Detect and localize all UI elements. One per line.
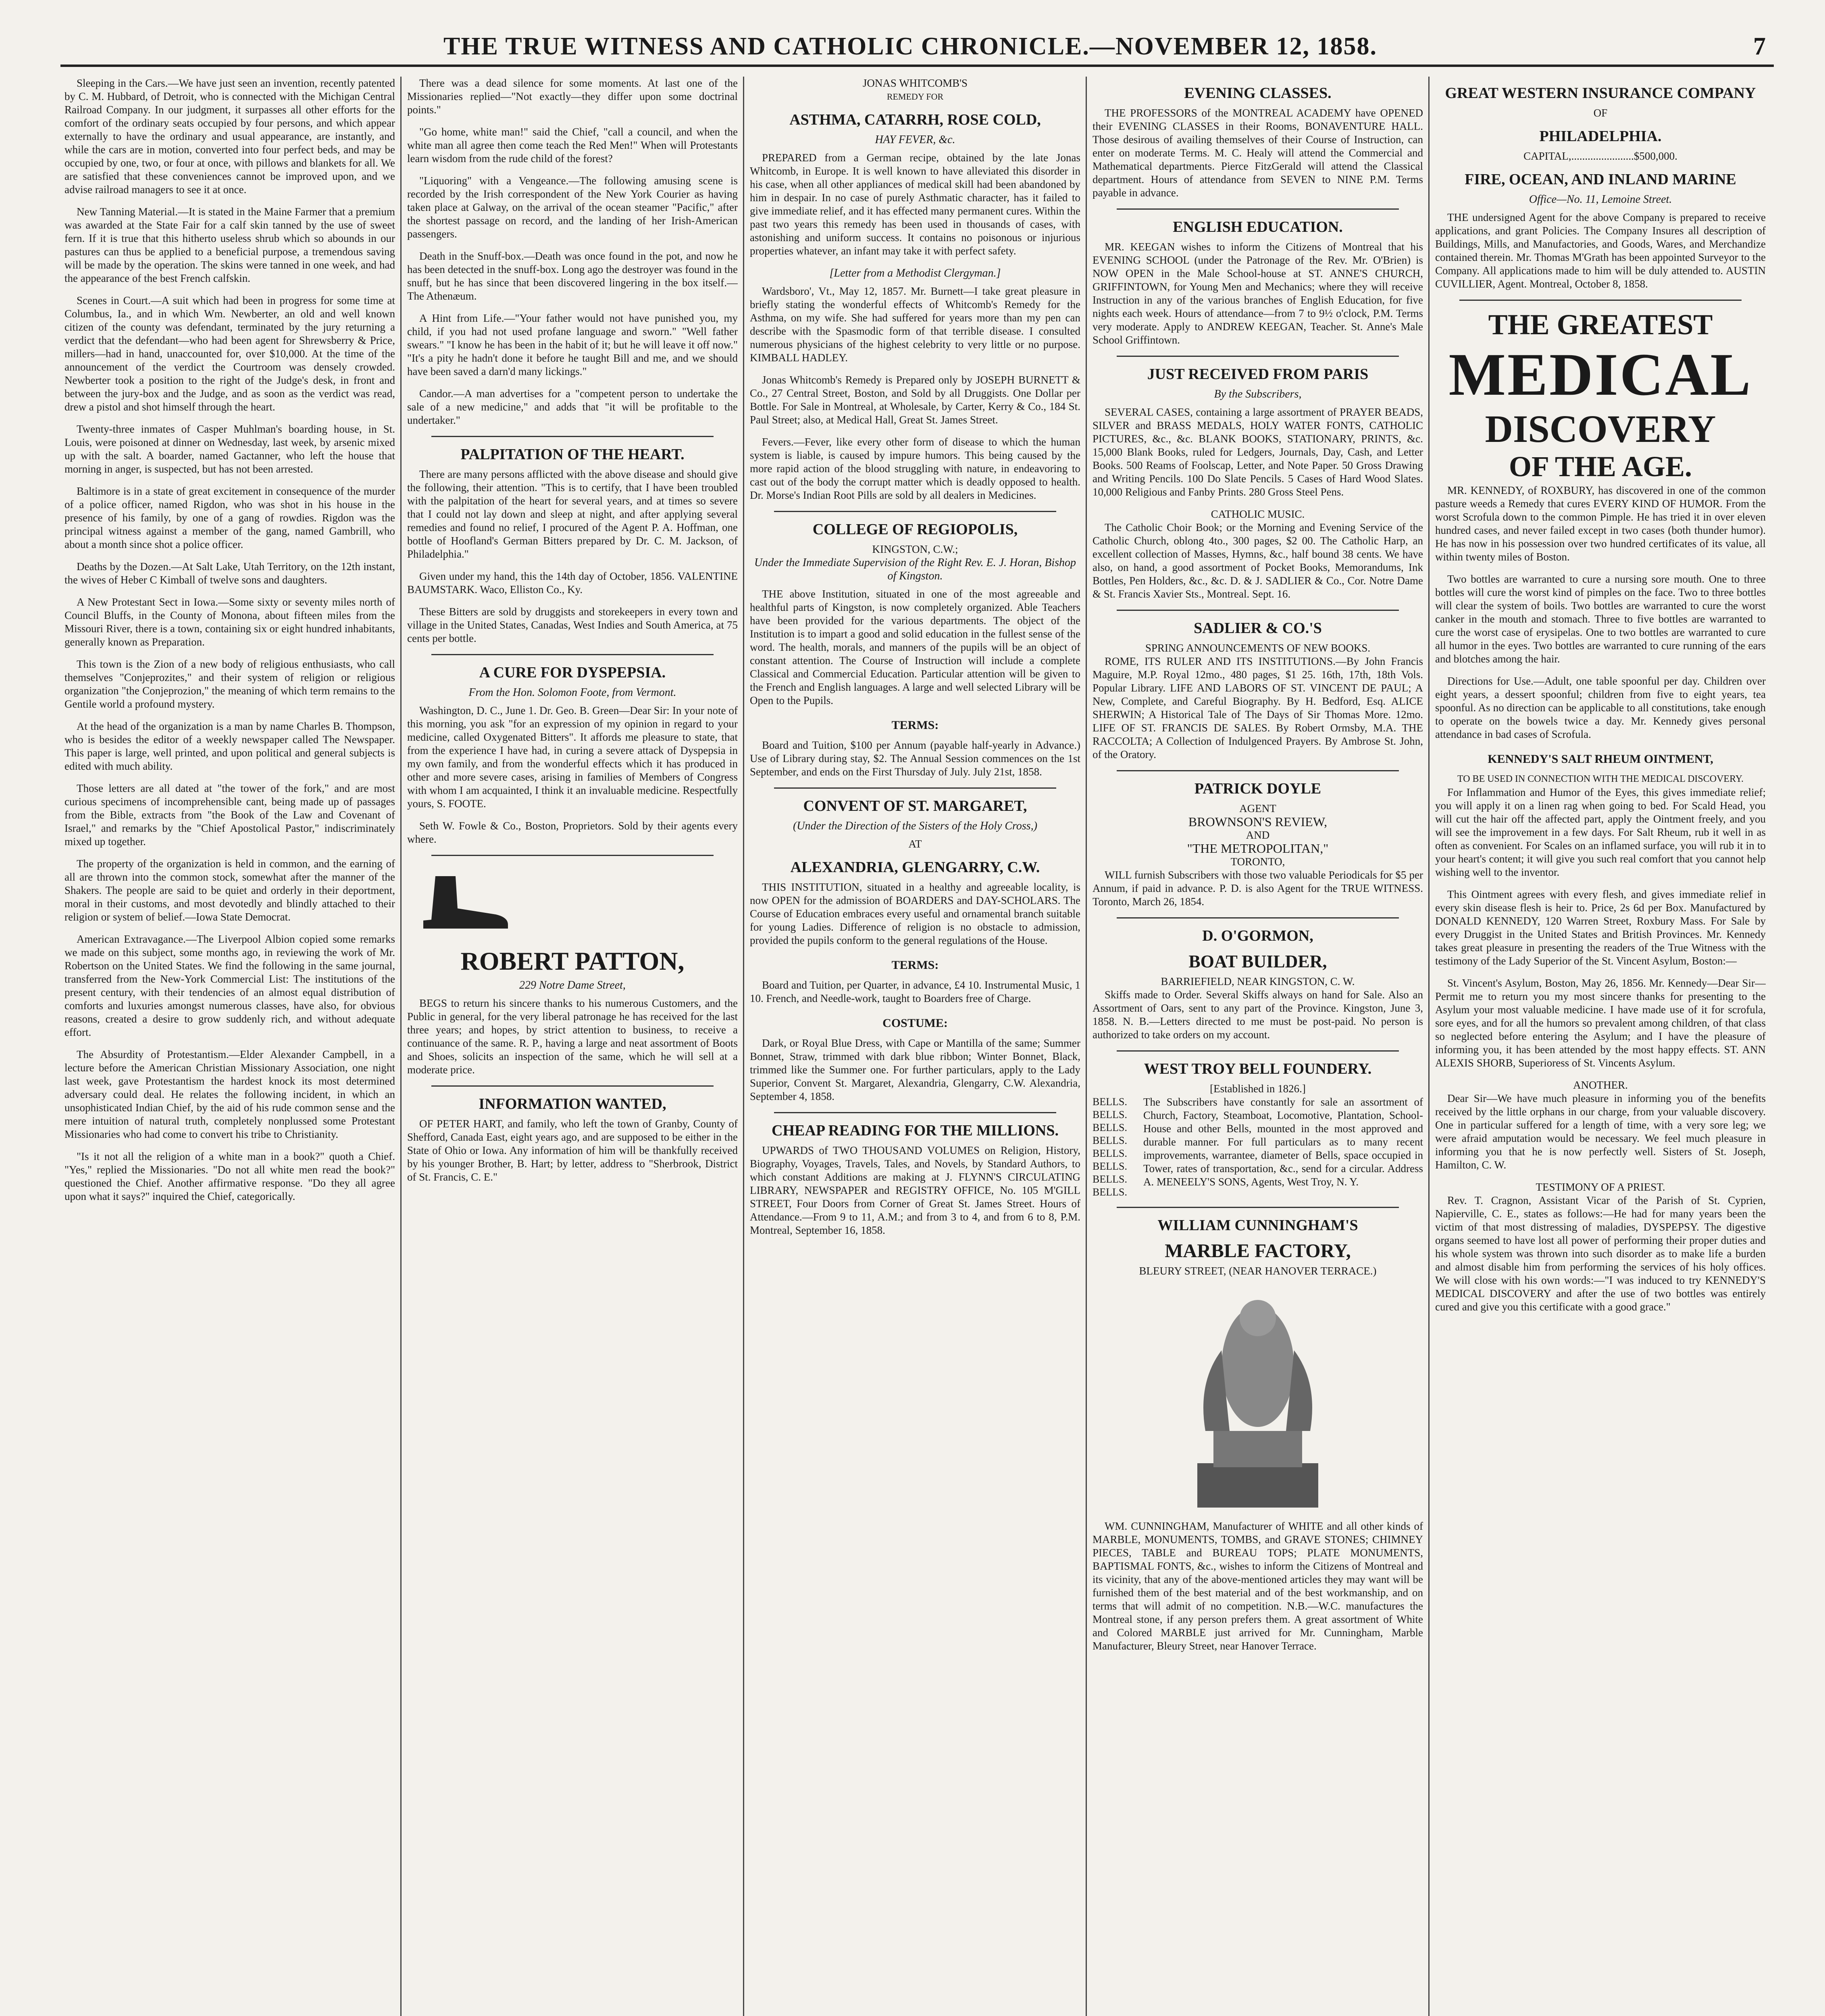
ad-heading-asthma: ASTHMA, CATARRH, ROSE COLD, xyxy=(789,111,1041,128)
bells-block xyxy=(1093,1095,1423,1199)
column-5 xyxy=(1435,77,1766,2016)
ad-text: SEVERAL CASES, containing a large assortment of PRAYER BEADS, SILVER and BRASS MEDALS, HOLY WATER FONTS, CATHOLIC PICTURES, &c., &c. BLANK BOOKS, STATIONARY, PRINTS, &c. 15,000 Blank Books, ruled for Ledgers, Journals, Day, Cash, and Letter Books. 500 Reams of Foolscap, Letter, and Note Paper. 50 Gross Drawing and Writing Pencils. 100 Do Slate Pencils. 5 Cases of Hard Wood Slates. 10,000 Religious and Fanby Prints. 280 Gross Steel Pens. xyxy=(1093,406,1423,498)
ad-subheading: (Under the Direction of the Sisters of the Holy Cross,) xyxy=(793,820,1038,832)
ad-heading-evening-classes: EVENING CLASSES. xyxy=(1184,85,1332,102)
ad-text: The Subscribers have constantly for sale an assortment of Church, Factory, Steamboat, Locomotive, Plantation, School-House and other Bells, mounted in the most approved and durable manner. For full particulars as to many recent improvements, warrantee, diameter of Bells, space occupied in Tower, rates of transportation, &c., send for a circular. Address A. MENEELY'S SONS, Agents, West Troy, N. Y. xyxy=(1143,1096,1423,1188)
article-hint: A Hint from Life.—"Your father would not have punished you, my child, if you had not used profane language and sworn." "Well father swears." "I know he has been in the habit of it; but he will leave it off now." "It's a pity he hadn't done it before he taught Bill and me, and we should have been saved a darn'd many lickings." xyxy=(407,312,738,377)
ad-terms-heading: TERMS: xyxy=(891,958,939,972)
boot-icon xyxy=(407,872,512,933)
article-new-sect: A New Protestant Sect in Iowa.—Some sixty or seventy miles north of Council Bluffs, in the County of Monona, about fifteen miles from the Missouri River, there is a town, containing six or eight hundred inhabitants, generally known as Preparation. xyxy=(65,596,395,648)
ad-text: Board and Tuition, per Quarter, in advance, £4 10. Instrumental Music, 1 10. French, and Needle-work, taught to Boarders free of Charge. xyxy=(750,979,1080,1004)
ad-heading-regiopolis: COLLEGE OF REGIOPOLIS, xyxy=(812,521,1018,538)
ad-subheading: AT xyxy=(908,838,922,850)
ad-subheading: AND xyxy=(1246,829,1270,841)
ad-subheading: [Established in 1826.] xyxy=(1210,1083,1306,1095)
ad-heading-information: INFORMATION WANTED, xyxy=(479,1095,666,1112)
ad-heading-paris: JUST RECEIVED FROM PARIS xyxy=(1147,366,1369,383)
divider xyxy=(774,511,1056,512)
ad-text: Washington, D. C., June 1. Dr. Geo. B. Green—Dear Sir: In your note of this morning, you ask "for an expression of my opinion in regard to your medicine, called Oxygenated Bitters". It affords me pleasure to state, that from the experience I have had, in curing a severe attack of Dyspepsia in my own family, and from the wonderful effects which it has produced in other and more severe cases, arising in families of Members of Congress with whom I am acquainted, I think it an invaluable medicine. Respectfully yours, S. FOOTE. xyxy=(407,704,738,810)
article-extravagance: American Extravagance.—The Liverpool Albion copied some remarks we made on this subject, some months ago, in reviewing the work of Mr. Robertson on the United States. We find the following in the same journal, transferred from the New-York Commercial List: The institutions of the present century, with their tendencies of an almost equal distribution of comforts and luxuries amongst numerous classes, have also, for obvious reasons, created a desire to grow suddenly rich, and without adequate effort. xyxy=(65,933,395,1038)
ad-subheading: AGENT xyxy=(1239,802,1276,814)
ad-heading-bell-foundery: WEST TROY BELL FOUNDERY. xyxy=(1144,1060,1372,1077)
ad-subheading: SPRING ANNOUNCEMENTS OF NEW BOOKS. xyxy=(1145,642,1371,654)
column-rule xyxy=(1086,77,1087,2016)
ad-heading-convent: CONVENT OF ST. MARGARET, xyxy=(803,798,1027,814)
ad-text: St. Vincent's Asylum, Boston, May 26, 1856. Mr. Kennedy—Dear Sir—Permit me to return you my most sincere thanks for presenting to the Asylum your most valuable medicine. I have made use of it for scrofula, sore eyes, and for all the humors so prevalent among children, of that class so neglected before entering the Asylum; and I have the pleasure of informing you, it has been attended by the most happy effects. ST. ANN ALEXIS SHORB, Superioress of St. Vincents Asylum. xyxy=(1435,977,1766,1069)
ad-subheading: CATHOLIC MUSIC. xyxy=(1211,508,1305,520)
ad-costume-heading: COSTUME: xyxy=(882,1016,948,1030)
divider xyxy=(1459,300,1742,301)
ad-subheading: BARRIEFIELD, NEAR KINGSTON, C. W. xyxy=(1161,975,1355,987)
ad-text: OF PETER HART, and family, who left the town of Granby, County of Shefford, Canada East, eight years ago, and are supposed to be either in the State of Ohio or Iowa. Any information of him will be thankfully received by his younger Brother, B. Hart; by letter, address to "Sherbrook, District of St. Francis, C. E." xyxy=(407,1118,738,1183)
ad-subheading: KINGSTON, C.W.; xyxy=(872,543,958,555)
bells-label: BELLS. xyxy=(1093,1122,1127,1133)
article-snuff-box: Death in the Snuff-box.—Death was once found in the pot, and now he has been detected in the snuff-box. Long ago the destroyer was found in the snuff, but he has since that been discovered lingering in the box itself.—The Athenæum. xyxy=(407,250,738,302)
ad-text: For Inflammation and Humor of the Eyes, this gives immediate relief; you will apply it on a linen rag when going to bed. For Scald Head, you will cut the hair off the affected part, apply the Ointment freely, and you will see the improvement in a few days. For Salt Rheum, rub it well in as often as convenient. For Scales on an inflamed surface, you will rub it in to your heart's content; it will give you such real comfort that you cannot help wishing well to the inventor. xyxy=(1435,786,1766,878)
ad-heading-boat-builder: BOAT BUILDER, xyxy=(1188,952,1327,971)
article-tanning: New Tanning Material.—It is stated in the Maine Farmer that a premium was awarded at the State Fair for a calf skin tanned by the use of sweet fern. If it is true that this hitherto useless shrub which so abounds in our pastures can thus be applied to a beneficial purpose, a tremendous saving will be made by the operation. The skins were tanned in one week, and had the appearance of the best French calfskin. xyxy=(65,206,395,284)
ad-text: Wardsboro', Vt., May 12, 1857. Mr. Burnett—I take great pleasure in briefly stating the wonderful effects of Whitcomb's Remedy for the Asthma, on my wife. She had suffered for years more than my pen can describe with the Spasmodic form of that terrible disease. I consulted numerous physicians of the highest celebrity to very little or no purpose. KIMBALL HADLEY. xyxy=(750,285,1080,364)
ad-heading-reading: CHEAP READING FOR THE MILLIONS. xyxy=(772,1122,1059,1139)
ad-text: Two bottles are warranted to cure a nursing sore mouth. One to three bottles will cure the worst kind of pimples on the face. Two to three bottles will clear the system of boils. Two bottles are warranted to cure the worst canker in the mouth and stomach. Three to five bottles are warranted to cure the worst case of erysipelas. One to two bottles are warranted to cure all humor in the eyes. Two bottles are warranted to cure running of the ears and blotches among the hair. xyxy=(1435,573,1766,665)
ad-text: These Bitters are sold by druggists and storekeepers in every town and village in the United States, Canadas, West Indies and South America, at 75 cents per bottle. xyxy=(407,606,738,644)
ad-subheading: TO BE USED IN CONNECTION WITH THE MEDICAL DISCOVERY. xyxy=(1457,774,1744,784)
column-rule xyxy=(400,77,402,2016)
ad-subheading: OF xyxy=(1593,107,1608,119)
divider xyxy=(1117,1207,1399,1208)
article-paragraph: "Go home, white man!" said the Chief, "call a council, and when the white man all agree then come teach the Red Men!" When will Protestants learn wisdom from the rude child of the forest? xyxy=(407,126,738,165)
column-rule xyxy=(1428,77,1430,2016)
newspaper-title: THE TRUE WITNESS AND CATHOLIC CHRONICLE.—NOVEMBER 12, 1858. xyxy=(443,33,1377,60)
article-new-sect-4: Those letters are all dated at "the tower of the fork," and are most curious specimens of incomprehensible cant, being made up of passages from the Bible, extracts from "the Book of the Law and Covenant of Israel," and remarks by the "Chief Apostolical Pastor," indiscriminately mixed up together. xyxy=(65,782,395,848)
ad-heading-dyspepsia: A CURE FOR DYSPEPSIA. xyxy=(479,664,666,681)
ad-text: THE undersigned Agent for the above Company is prepared to receive applications, and grant Policies. The Company Insures all description of Buildings, Mills, and Manufactories, and Goods, Wares, and Merchandize contained therein. Mr. Thomas M'Grath has been appointed Surveyor to the Company. All applications made to him will be duly attended to. AUSTIN CUVILLIER, Agent. Montreal, October 8, 1858. xyxy=(1435,211,1766,290)
ad-heading-patton: ROBERT PATTON, xyxy=(460,947,685,975)
article-new-sect-2: This town is the Zion of a new body of religious enthusiasts, who call themselves "Conjeprozites," and their system of religion or religious organization "the Conjeprozion," the meaning of which term remains to the Gentile world a profound mystery. xyxy=(65,658,395,710)
divider xyxy=(1117,356,1399,357)
article-paragraph: There was a dead silence for some moments. At last one of the Missionaries replied—"Not exactly—they differ upon some doctrinal points." xyxy=(407,77,738,116)
monument-illustration xyxy=(1173,1286,1342,1512)
ad-remedy-label: REMEDY FOR xyxy=(886,92,944,102)
ad-heading-ointment: KENNEDY'S SALT RHEUM OINTMENT, xyxy=(1488,752,1713,766)
ad-text: MR. KEEGAN wishes to inform the Citizens of Montreal that his EVENING SCHOOL (under the Patronage of the Rev. Mr. O'Brien) is NOW OPEN in the Male School-house at ST. ANNE'S CHURCH, GRIFFINTOWN, for Young Men and Mechanics; where they will receive Instruction in any of the various branches of English Education, for five nights each week. Hours of attendance—from 7 to 9½ o'clock, P.M. Terms very moderate. Apply to ANDREW KEEGAN, Teacher. St. Anne's Male School Griffintown. xyxy=(1093,241,1423,346)
divider xyxy=(431,436,714,437)
ad-text: Given under my hand, this the 14th day of October, 1856. VALENTINE BAUMSTARK. Waco, Elliston Co., Ky. xyxy=(407,570,738,596)
ad-brand: JONAS WHITCOMB'S xyxy=(862,77,968,89)
ad-heading-insurance: GREAT WESTERN INSURANCE COMPANY xyxy=(1445,85,1756,102)
divider xyxy=(431,1085,714,1087)
ad-text: This Ointment agrees with every flesh, and gives immediate relief in every skin disease flesh is heir to. Price, 2s 6d per Box. Manufactured by DONALD KENNEDY, 120 Warren Street, Roxbury Mass. For Sale by every Druggist in the United States and British Provinces. Mr. Kennedy takes great pleasure in presenting the readers of the True Witness with the testimony of the Lady Superior of the St. Vincent Asylum, Boston:— xyxy=(1435,888,1766,967)
divider xyxy=(1117,1050,1399,1052)
divider xyxy=(774,787,1056,789)
ad-text: THIS INSTITUTION, situated in a healthy and agreeable locality, is now OPEN for the admission of BOARDERS and DAY-SCHOLARS. The Course of Education embraces every useful and ornamental branch suitable for young Ladies. Difference of religion is no obstacle to admission, provided the pupils conform to the general regulations of the House. xyxy=(750,881,1080,946)
ad-text: UPWARDS of TWO THOUSAND VOLUMES on Religion, History, Biography, Voyages, Travels, Tales, and Novels, by Standard Authors, to which constant Additions are making at J. FLYNN'S CIRCULATING LIBRARY, NEWSPAPER and REGISTRY OFFICE, No. 105 M'GILL STREET, Four Doors from Corner of Great St. James Street. Hours of Attendance.—From 9 to 11, A.M.; and from 3 to 4, and from 6 to 8, P.M. Montreal, September 16, 1858. xyxy=(750,1144,1080,1236)
divider xyxy=(431,855,714,856)
ad-headline-age: OF THE AGE. xyxy=(1509,450,1692,483)
ad-heading-doyle: PATRICK DOYLE xyxy=(1194,780,1321,797)
divider xyxy=(1117,770,1399,771)
ad-subheading: By the Subscribers, xyxy=(1214,388,1302,400)
bells-label: BELLS. xyxy=(1093,1186,1127,1198)
ad-text: THE PROFESSORS of the MONTREAL ACADEMY have OPENED their EVENING CLASSES in their Rooms, BONAVENTURE HALL. Those desirous of availing themselves of their Course of Instruction, can enter on moderate Terms. M. C. Healy will attend the Commercial and Mathematical departments. Pierce FitzGerald will attend the Classical department. Hours of attendance from SEVEN to NINE P.M. Terms payable in advance. xyxy=(1093,107,1423,199)
ad-heading-marble: MARBLE FACTORY, xyxy=(1165,1240,1351,1262)
page-number: 7 xyxy=(1753,33,1766,60)
bells-label: BELLS. xyxy=(1093,1148,1127,1159)
ad-text: Dark, or Royal Blue Dress, with Cape or Mantilla of the same; Summer Bonnet, Straw, trimmed with dark blue ribbon; Winter Bonnet, Black, trimmed like the Summer one. For further particulars, apply to the Lady Superior, Convent St. Margaret, Alexandria, Glengarry, C.W. Alexandria, September 4, 1858. xyxy=(750,1037,1080,1102)
article-protestantism-2: "Is it not all the religion of a white man in a book?" quoth a Chief. "Yes," replied the Missionaries. "Do not all white men read the book?" questioned the Chief. Another affirmative response. "Do they all agree upon what it says?" inquired the Chief, categorically. xyxy=(65,1150,395,1202)
ad-subheading: Under the Immediate Supervision of the Right Rev. E. J. Horan, Bishop of Kingston. xyxy=(754,556,1076,582)
article-protestantism: The Absurdity of Protestantism.—Elder Alexander Campbell, in a lecture before the American Christian Missionary Association, one night last week, gave Protestantism the hardest knock its most determined adversary could deal. He relates the following incident, in which an unsophisticated Indian Chief, by the aid of his rude common sense and the mere intuition of natural truth, completely nonplussed some Protestant Missionaries who had come to convert his tribe to Christianity. xyxy=(65,1048,395,1140)
ad-capital: CAPITAL,.......................$500,000. xyxy=(1523,150,1677,162)
ad-text: Fevers.—Fever, like every other form of disease to which the human system is liable, is caused by impure humors. This being caused by the more rapid action of the blood struggling with nature, in endeavoring to cast out of the body the corrupt matter which is deadly opposed to health. Dr. Morse's Indian Root Pills are sold by all dealers in Medicines. xyxy=(750,436,1080,501)
column-4 xyxy=(1093,77,1423,2016)
article-new-sect-3: At the head of the organization is a man by name Charles B. Thompson, who is besides the editor of a weekly newspaper called The Newspaper. This paper is large, well printed, and upon political and general subjects is edited with much ability. xyxy=(65,720,395,772)
ad-subheading: [Letter from a Methodist Clergyman.] xyxy=(829,267,1001,279)
ad-subheading: BLEURY STREET, (NEAR HANOVER TERRACE.) xyxy=(1139,1265,1377,1277)
bells-label: BELLS. xyxy=(1093,1160,1127,1172)
column-2 xyxy=(407,77,738,2016)
ad-text: ROME, ITS RULER AND ITS INSTITUTIONS.—By John Francis Maguire, M.P. Royal 12mo., 480 pages, $1 25. 16th, 17th, 18th Vols. Popular Library. LIFE AND LABORS OF ST. VINCENT DE PAUL; A New, Complete, and Careful Biography. By H. Bedford, Esq. ALICE SHERWIN; A Historical Tale of The Days of Sir Thomas More. 12mo. LIFE OF ST. FRANCIS DE SALES. By Robert Ormsby, M.A. THE RACCOLTA; A Collection of Indulgenced Prayers. By Ambrose St. John, of the Oratory. xyxy=(1093,655,1423,760)
article-deaths: Deaths by the Dozen.—At Salt Lake, Utah Territory, on the 12th instant, the wives of Heber C Kimball of twelve sons and daughters. xyxy=(65,560,395,586)
divider xyxy=(431,654,714,655)
column-3 xyxy=(750,77,1080,2016)
ad-heading-cunningham: WILLIAM CUNNINGHAM'S xyxy=(1157,1217,1358,1234)
ad-subheading: From the Hon. Solomon Foote, from Vermont. xyxy=(468,686,676,699)
divider xyxy=(1117,610,1399,611)
ad-heading-fire-ocean: FIRE, OCEAN, AND INLAND MARINE xyxy=(1465,171,1736,188)
bells-label: BELLS. xyxy=(1093,1096,1127,1108)
masthead xyxy=(60,28,1774,67)
ad-text: Skiffs made to Order. Several Skiffs always on hand for Sale. Also an Assortment of Oars, sent to any part of the Province. Kingston, June 3, 1858. N. B.—Letters directed to me must be post-paid. No person is authorized to take orders on my account. xyxy=(1093,989,1423,1041)
ad-text: Seth W. Fowle & Co., Boston, Proprietors. Sold by their agents every where. xyxy=(407,820,738,845)
ad-headline-medical: MEDICAL xyxy=(1448,341,1752,408)
ad-text: THE above Institution, situated in one of the most agreeable and healthful parts of Kingston, is now completely organized. Able Teachers have been provided for the various departments. The object of the Institution is to impart a good and solid education in the fullest sense of the word. The health, morals, and manners of the pupils will be an object of constant attention. The Course of Instruction will include a complete Classical and Commercial Education. Particular attention will be given to the French and English languages. A large and well selected Library will be Open to the Pupils. xyxy=(750,588,1080,706)
article-poisoning: Twenty-three inmates of Casper Muhlman's boarding house, in St. Louis, were poisoned at dinner on Wednesday, last week, by arsenic mixed up with the salt. A boarder, named Gactanner, who left the house that morning in anger, is suspected, but has not been arrested. xyxy=(65,423,395,475)
ad-subheading: BROWNSON'S REVIEW, xyxy=(1188,814,1328,829)
article-baltimore: Baltimore is in a state of great excitement in consequence of the murder of a police officer, named Rigdon, who was shot in his house in the presence of his family, by one of a gang of rowdies. Rigdon was the principal witness against a member of the gang, named Gambrill, who about a month since shot a police officer. xyxy=(65,485,395,550)
article-scenes-in-court: Scenes in Court.—A suit which had been in progress for some time at Columbus, Ia., and in which Wm. Newberter, an old and well known citizen of the county was defendant, terminated by the jury returning a verdict that the defendant—who had been agent for Shrewsberry & Price, millers—had in hand, unaccounted for, over $10,000. At the time of the announcement of the verdict the Courtroom was densely crowded. Newberter took a position to the right of the Judge's desk, in front and between the jury-box and the Judge, and as soon as the verdict was read, drew a pistol and shot himself through the heart. xyxy=(65,294,395,413)
ad-text: PREPARED from a German recipe, obtained by the late Jonas Whitcomb, in Europe. It is well known to have alleviated this disorder in his case, when all other appliances of medical skill had been abandoned by him in despair. In no case of purely Asthmatic character, has it failed to give immediate relief, and it has effected many permanent cures. Within the past two years this remedy has been used in thousands of cases, with astonishing and uniform success. It contains no poisonous or injurious properties whatever, an infant may take it with perfect safety. xyxy=(750,152,1080,257)
ad-heading-english-education: ENGLISH EDUCATION. xyxy=(1173,219,1343,235)
ad-subheading: TORONTO, xyxy=(1230,856,1285,868)
ad-heading-sadlier: SADLIER & CO.'S xyxy=(1194,620,1322,637)
ad-text: Rev. T. Cragnon, Assistant Vicar of the Parish of St. Cyprien, Napierville, C. E., states as follows:—He had for many years been the victim of that most distressing of maladies, DYSPEPSY. The digestive organs seemed to have lost all power of performing their proper duties and his whole system was thrown into such disorder as to make life a burden and almost disable him from performing the services of his holy offices. We will close with his own words:—"I was induced to try KENNEDY'S MEDICAL DISCOVERY and after the use of two bottles was entirely cured and give you this certificate with a good grace." xyxy=(1435,1194,1766,1313)
ad-text: Directions for Use.—Adult, one table spoonful per day. Children over eight years, a dessert spoonful; children from five to eight years, tea spoonful. As no direction can be applicable to all constitutions, take enough to operate on the bowels twice a day. Mr. Kennedy gives personal attendance in bad cases of Scrofula. xyxy=(1435,675,1766,740)
ad-text: WM. CUNNINGHAM, Manufacturer of WHITE and all other kinds of MARBLE, MONUMENTS, TOMBS, and GRAVE STONES; CHIMNEY PIECES, TABLE and BUREAU TOPS; PLATE MONUMENTS, BAPTISMAL FONTS, &c., wishes to inform the Citizens of Montreal and its vicinity, that any of the above-mentioned articles they may want will be furnished them of the best material and of the best workmanship, and on terms that will admit of no competition. N.B.—W.C. manufactures the Montreal stone, if any person prefers them. A great assortment of White and Colored MARBLE just arrived for Mr. Cunningham, Marble Manufacturer, Bleury Street, near Hanover Terrace. xyxy=(1093,1520,1423,1652)
divider xyxy=(1117,917,1399,918)
ad-subheading-testimony: TESTIMONY OF A PRIEST. xyxy=(1536,1181,1665,1193)
ad-text: BEGS to return his sincere thanks to his numerous Customers, and the Public in general, for the very liberal patronage he has received for the last three years; and hopes, by strict attention to business, to receive a continuance of the same. R. P., having a large and neat assortment of Boots and Shoes, solicits an inspection of the same, which he will sell at a moderate price. xyxy=(407,997,738,1076)
article-candor: Candor.—A man advertises for a "competent person to undertake the sale of a new medicine," and adds that "it will be profitable to the undertaker." xyxy=(407,387,738,426)
ad-heading-ogormon: D. O'GORMON, xyxy=(1202,927,1313,944)
ad-subheading: "THE METROPOLITAN," xyxy=(1187,841,1329,856)
ad-terms-heading: TERMS: xyxy=(891,719,939,732)
divider xyxy=(1117,208,1399,210)
bells-label: BELLS. xyxy=(1093,1173,1127,1185)
article-sleeping-cars: Sleeping in the Cars.—We have just seen an invention, recently patented by C. M. Hubbard, of Detroit, who is connected with the Michigan Central Railroad Company. In our judgment, it surpasses all other efforts for the comfort of the ordinary seats occupied by four persons, and which appear externally to have the ordinary and usual appearance, are instantly, and while the cars are in motion, converted into four perfect beds, and may be occupied by one, two, or four at once, with pillows and blankets for all. We are satisfied that these conveniences cannot be improved upon, and we advise railroad managers to see it at once. xyxy=(65,77,395,196)
article-new-sect-5: The property of the organization is held in common, and the earning of all are thrown into the common stock, somewhat after the manner of the Shakers. The people are said to be quiet and orderly in their deportment, moral in their customs, and most devotedly and blindly attached to their religion or system of belief.—Iowa State Democrat. xyxy=(65,858,395,923)
divider xyxy=(774,1112,1056,1113)
article-liquoring: "Liquoring" with a Vengeance.—The following amusing scene is recorded by the Irish correspondent of the New York Courier as having taken place at Galway, on the arrival of the ocean steamer "Pacific," after the shortest passage on record, and the landing of her Irish-American passengers. xyxy=(407,175,738,240)
ad-heading-palpitation: PALPITATION OF THE HEART. xyxy=(460,446,685,463)
ad-subheading: HAY FEVER, &c. xyxy=(875,133,955,146)
bells-list xyxy=(1093,1095,1137,1199)
ad-text: Dear Sir—We have much pleasure in informing you of the benefits received by the little orphans in our charge, from your valuable discovery. One in particular suffered for a length of time, with a very sore leg; we were afraid amputation would be necessary. We feel much pleasure in informing you that he is now perfectly well. Sisters of St. Joseph, Hamilton, C. W. xyxy=(1435,1092,1766,1171)
ad-heading-philadelphia: PHILADELPHIA. xyxy=(1539,128,1662,145)
ad-text: MR. KENNEDY, of ROXBURY, has discovered in one of the common pasture weeds a Remedy that cures EVERY KIND OF HUMOR. From the worst Scrofula down to the common Pimple. He has tried it in over eleven hundred cases, and never failed except in two cases (both thunder humor). He has now in his possession over two hundred certificates of its value, all within twenty miles of Boston. xyxy=(1435,484,1766,563)
bells-label: BELLS. xyxy=(1093,1135,1127,1146)
ad-text: Board and Tuition, $100 per Annum (payable half-yearly in Advance.) Use of Library during stay, $2. The Annual Session commences on the 1st September, and ends on the First Thursday of July. July 21st, 1858. xyxy=(750,739,1080,778)
ad-heading-alexandria: ALEXANDRIA, GLENGARRY, C.W. xyxy=(790,859,1040,876)
ad-subheading: 229 Notre Dame Street, xyxy=(519,979,626,991)
ad-text: WILL furnish Subscribers with those two valuable Periodicals for $5 per Annum, if paid in advance. P. D. is also Agent for the TRUE WITNESS. Toronto, March 26, 1854. xyxy=(1093,869,1423,908)
column-rule xyxy=(743,77,744,2016)
bells-label: BELLS. xyxy=(1093,1109,1127,1120)
ad-text: Jonas Whitcomb's Remedy is Prepared only by JOSEPH BURNETT & Co., 27 Central Street, Boston, and Sold by all Druggists. One Dollar per Bottle. For Sale in Montreal, at Wholesale, by Carter, Kerry & Co., 184 St. Paul Street; also, at Medical Hall, Great St. James Street. xyxy=(750,374,1080,426)
ad-headline-greatest: THE GREATEST xyxy=(1488,308,1713,341)
ad-text: The Catholic Choir Book; or the Morning and Evening Service of the Catholic Church, oblong 4to., 300 pages, $2 00. The Catholic Harp, an excellent collection of Masses, Hymns, &c., half bound 38 cents. We have also, on hand, a good assortment of Pocket Books, Memorandums, Ink Bottles, Pen Holders, &c., &c. D. & J. SADLIER & Co., Cor. Notre Dame & St. Francis Xavier Sts., Montreal. Sept. 16. xyxy=(1093,521,1423,600)
ad-headline-discovery: DISCOVERY xyxy=(1485,407,1716,450)
ad-subheading-another: ANOTHER. xyxy=(1573,1079,1628,1091)
ad-subheading: Office—No. 11, Lemoine Street. xyxy=(1529,193,1672,206)
ad-text: There are many persons afflicted with the above disease and should give the following, their attention. "This is to certify, that I have been troubled with the palpitation of the heart for several years, and at times so severe that I could not lay down and sleep at night, and after applying several remedies and found no relief, I procured of the Agent P. A. Hoffman, one bottle of Hoofland's German Bitters prepared by Dr. C. M. Jackson, of Philadelphia." xyxy=(407,468,738,560)
column-1 xyxy=(65,77,395,2016)
